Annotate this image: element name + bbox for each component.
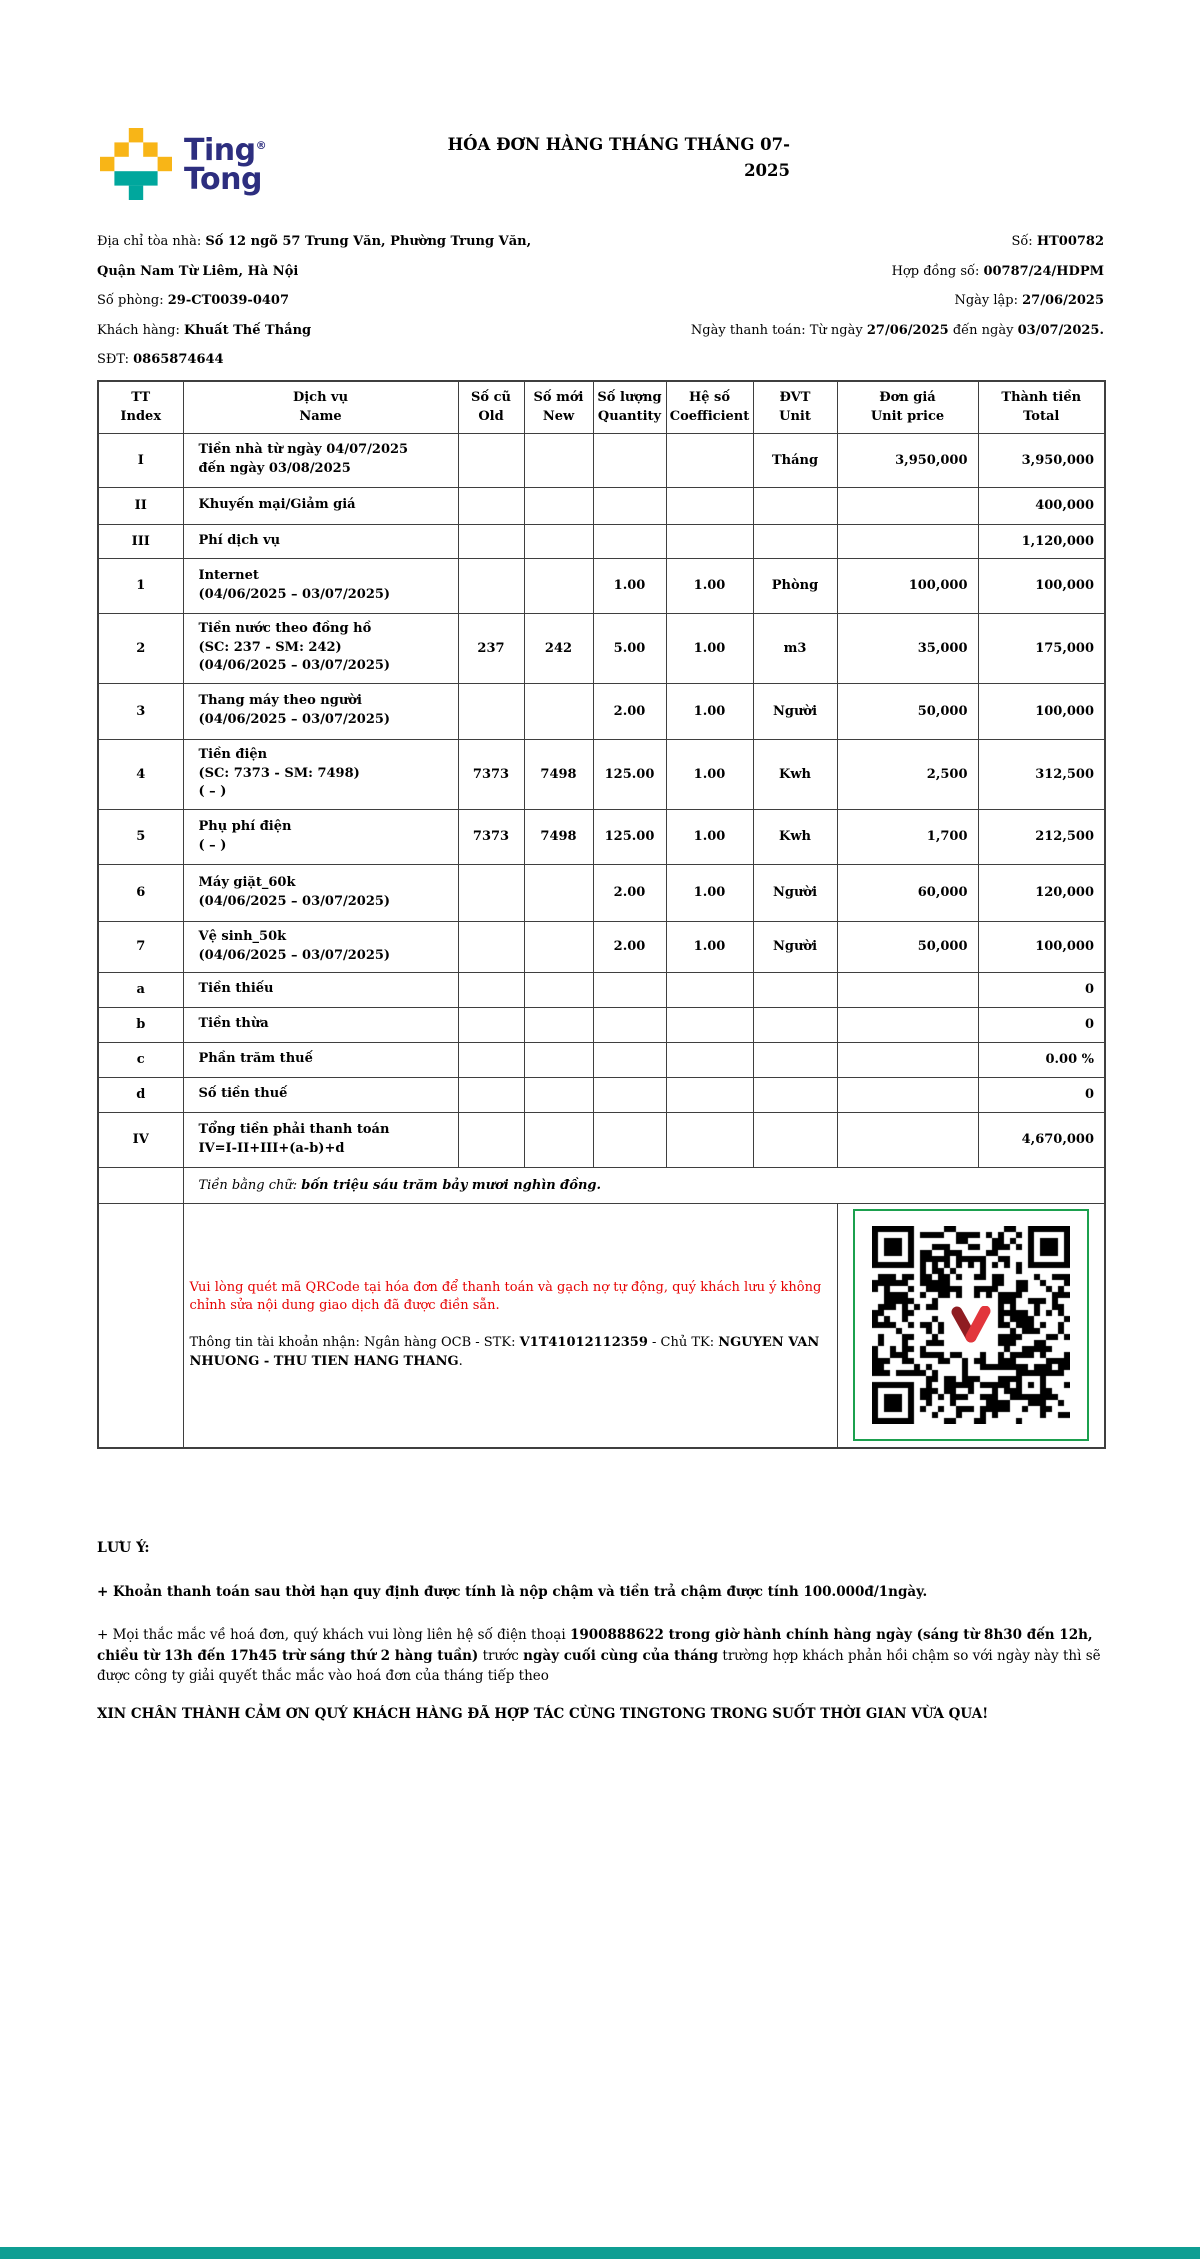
unit-cell bbox=[753, 524, 837, 558]
unit-cell bbox=[753, 1112, 837, 1167]
coefficient-cell: 1.00 bbox=[666, 739, 753, 809]
service-name-cell: Tiền thiếu bbox=[183, 972, 458, 1007]
note-item: + Khoản thanh toán sau thời hạn quy định được tính là nộp chậm và tiền trả chậm được tính 100.000đ/1ngày. bbox=[97, 1583, 928, 1600]
unit-cell: Người bbox=[753, 864, 837, 921]
table-row bbox=[98, 1077, 1105, 1112]
footer-bar bbox=[0, 2247, 1200, 2259]
new-reading-cell bbox=[524, 524, 593, 558]
total-cell: 100,000 bbox=[978, 921, 1105, 972]
row-index-cell: IV bbox=[98, 1112, 183, 1167]
info-line: Địa chỉ tòa nhà: Số 12 ngõ 57 Trung Văn, Phường Trung Văn, bbox=[97, 234, 532, 249]
note-item: + Mọi thắc mắc về hoá đơn, quý khách vui lòng liên hệ số điện thoại 1900888622 trong giờ hành chính hàng ngày (sáng từ 8h30 đến 12h, chiều từ 13h đến 17h45 trừ sáng thứ 2 hàng tuần) trước ngày cuối cùng của tháng trường hợp khách phản hồi chậm so với ngày này thì sẽ được công ty giải quyết thắc mắc vào hoá đơn của tháng tiếp theo bbox=[97, 1626, 1101, 1685]
table-row bbox=[98, 739, 1105, 809]
service-name-cell: Vệ sinh_50k (04/06/2025 – 03/07/2025) bbox=[183, 921, 458, 972]
coefficient-cell bbox=[666, 1042, 753, 1077]
info-line: SĐT: 0865874644 bbox=[97, 352, 224, 367]
row-index-cell: I bbox=[98, 433, 183, 487]
table-row bbox=[98, 524, 1105, 558]
old-reading-cell: 7373 bbox=[458, 809, 524, 864]
service-name-cell: Máy giặt_60k (04/06/2025 – 03/07/2025) bbox=[183, 864, 458, 921]
old-reading-cell bbox=[458, 1042, 524, 1077]
table-row bbox=[98, 613, 1105, 683]
qr-code-box bbox=[853, 1209, 1089, 1441]
total-cell: 0 bbox=[978, 1007, 1105, 1042]
service-name-cell: Khuyến mại/Giảm giá bbox=[183, 487, 458, 524]
quantity-cell: 2.00 bbox=[593, 683, 666, 739]
unit-cell: Phòng bbox=[753, 558, 837, 613]
row-index-cell: 1 bbox=[98, 558, 183, 613]
info-line: Số: HT00782 bbox=[1011, 234, 1104, 249]
unit-cell: m3 bbox=[753, 613, 837, 683]
row-index-cell: III bbox=[98, 524, 183, 558]
unit-price-cell: 100,000 bbox=[837, 558, 978, 613]
row-index-cell: 2 bbox=[98, 613, 183, 683]
vietqr-v-icon bbox=[945, 1299, 997, 1351]
quantity-cell bbox=[593, 1077, 666, 1112]
quantity-cell bbox=[593, 487, 666, 524]
new-reading-cell bbox=[524, 1007, 593, 1042]
table-row bbox=[98, 433, 1105, 487]
coefficient-cell bbox=[666, 487, 753, 524]
unit-price-cell: 2,500 bbox=[837, 739, 978, 809]
service-name-cell: Số tiền thuế bbox=[183, 1077, 458, 1112]
row-index-cell: 5 bbox=[98, 809, 183, 864]
old-reading-cell bbox=[458, 683, 524, 739]
info-line: Ngày thanh toán: Từ ngày 27/06/2025 đến ngày 03/07/2025. bbox=[690, 322, 1104, 338]
service-name-cell: Thang máy theo người (04/06/2025 – 03/07/2025) bbox=[183, 683, 458, 739]
quantity-cell bbox=[593, 433, 666, 487]
table-row bbox=[98, 1112, 1105, 1167]
coefficient-cell: 1.00 bbox=[666, 921, 753, 972]
unit-price-cell: 60,000 bbox=[837, 864, 978, 921]
coefficient-cell bbox=[666, 433, 753, 487]
service-name-cell: Tiền nhà từ ngày 04/07/2025 đến ngày 03/08/2025 bbox=[183, 433, 458, 487]
row-index-cell: 6 bbox=[98, 864, 183, 921]
quantity-cell bbox=[593, 1112, 666, 1167]
old-reading-cell bbox=[458, 524, 524, 558]
qr-code-cell bbox=[837, 1203, 1105, 1448]
new-reading-cell bbox=[524, 683, 593, 739]
old-reading-cell bbox=[458, 1112, 524, 1167]
total-cell: 400,000 bbox=[978, 487, 1105, 524]
total-cell: 175,000 bbox=[978, 613, 1105, 683]
qr-row bbox=[98, 1203, 1105, 1448]
column-header: Số mới New bbox=[524, 381, 593, 433]
old-reading-cell bbox=[458, 921, 524, 972]
quantity-cell bbox=[593, 1007, 666, 1042]
row-index-cell: 4 bbox=[98, 739, 183, 809]
notes-section bbox=[97, 1538, 1109, 1725]
service-name-cell: Phụ phí điện ( – ) bbox=[183, 809, 458, 864]
table-row bbox=[98, 972, 1105, 1007]
unit-cell: Người bbox=[753, 683, 837, 739]
info-line: Hợp đồng số: 00787/24/HDPM bbox=[891, 263, 1104, 279]
unit-cell: Kwh bbox=[753, 809, 837, 864]
table-row bbox=[98, 1007, 1105, 1042]
unit-cell bbox=[753, 1077, 837, 1112]
new-reading-cell bbox=[524, 864, 593, 921]
registered-mark: ® bbox=[255, 139, 267, 152]
unit-price-cell bbox=[837, 1112, 978, 1167]
table-row bbox=[98, 487, 1105, 524]
total-cell: 312,500 bbox=[978, 739, 1105, 809]
quantity-cell: 125.00 bbox=[593, 809, 666, 864]
account-info: Thông tin tài khoản nhận: Ngân hàng OCB - STK: V1T41012112359 - Chủ TK: NGUYEN VAN NHUONG - THU TIEN HANG THANG. bbox=[189, 1335, 820, 1370]
service-name-cell: Phí dịch vụ bbox=[183, 524, 458, 558]
total-cell: 0 bbox=[978, 1077, 1105, 1112]
new-reading-cell bbox=[524, 921, 593, 972]
new-reading-cell: 7498 bbox=[524, 809, 593, 864]
quantity-cell bbox=[593, 972, 666, 1007]
new-reading-cell bbox=[524, 433, 593, 487]
row-index-cell: 3 bbox=[98, 683, 183, 739]
column-header: Hệ số Coefficient bbox=[666, 381, 753, 433]
quantity-cell bbox=[593, 1042, 666, 1077]
table-header-row bbox=[98, 381, 1105, 433]
unit-cell bbox=[753, 1007, 837, 1042]
unit-price-cell bbox=[837, 972, 978, 1007]
unit-price-cell bbox=[837, 1042, 978, 1077]
service-name-cell: Phần trăm thuế bbox=[183, 1042, 458, 1077]
old-reading-cell bbox=[458, 487, 524, 524]
notes-items bbox=[97, 1582, 1109, 1726]
total-cell: 4,670,000 bbox=[978, 1112, 1105, 1167]
service-name-cell: Tiền điện (SC: 7373 - SM: 7498) ( – ) bbox=[183, 739, 458, 809]
old-reading-cell bbox=[458, 558, 524, 613]
column-header: Đơn giá Unit price bbox=[837, 381, 978, 433]
qr-instruction-red: Vui lòng quét mã QRCode tại hóa đơn để thanh toán và gạch nợ tự động, quý khách lưu ý không chỉnh sửa nội dung giao dịch đã được điền sẵn. bbox=[189, 1279, 822, 1314]
column-header: Dịch vụ Name bbox=[183, 381, 458, 433]
new-reading-cell bbox=[524, 487, 593, 524]
service-name-cell: Internet (04/06/2025 – 03/07/2025) bbox=[183, 558, 458, 613]
brand-name-line2: Tong bbox=[184, 162, 262, 198]
brand-logo bbox=[100, 128, 266, 200]
info-line: Khách hàng: Khuất Thế Thắng bbox=[97, 322, 312, 338]
tingtong-logo-icon bbox=[100, 128, 172, 200]
unit-cell bbox=[753, 972, 837, 1007]
invoice-title: HÓA ĐƠN HÀNG THÁNG THÁNG 07-2025 bbox=[447, 135, 790, 180]
unit-cell bbox=[753, 487, 837, 524]
old-reading-cell: 7373 bbox=[458, 739, 524, 809]
old-reading-cell bbox=[458, 1007, 524, 1042]
new-reading-cell: 7498 bbox=[524, 739, 593, 809]
total-cell: 0.00 % bbox=[978, 1042, 1105, 1077]
coefficient-cell: 1.00 bbox=[666, 864, 753, 921]
row-index-cell: II bbox=[98, 487, 183, 524]
total-cell: 1,120,000 bbox=[978, 524, 1105, 558]
unit-price-cell bbox=[837, 1007, 978, 1042]
new-reading-cell bbox=[524, 1112, 593, 1167]
quantity-cell: 125.00 bbox=[593, 739, 666, 809]
invoice-meta-info bbox=[424, 227, 1104, 345]
old-reading-cell bbox=[458, 433, 524, 487]
brand-name-line1: Ting bbox=[184, 133, 256, 168]
column-header: Thành tiền Total bbox=[978, 381, 1105, 433]
info-line: Quận Nam Từ Liêm, Hà Nội bbox=[97, 263, 299, 279]
total-cell: 120,000 bbox=[978, 864, 1105, 921]
table-row bbox=[98, 864, 1105, 921]
amount-in-words-row bbox=[98, 1167, 1105, 1203]
coefficient-cell bbox=[666, 1007, 753, 1042]
info-line: Số phòng: 29-CT0039-0407 bbox=[97, 293, 289, 308]
coefficient-cell bbox=[666, 972, 753, 1007]
unit-cell: Tháng bbox=[753, 433, 837, 487]
column-header: TT Index bbox=[98, 381, 183, 433]
unit-cell: Người bbox=[753, 921, 837, 972]
table-row bbox=[98, 558, 1105, 613]
notes-heading: LƯU Ý: bbox=[97, 1540, 150, 1556]
coefficient-cell bbox=[666, 1077, 753, 1112]
new-reading-cell bbox=[524, 558, 593, 613]
table-row bbox=[98, 809, 1105, 864]
unit-price-cell bbox=[837, 487, 978, 524]
payment-instructions bbox=[183, 1203, 837, 1448]
quantity-cell bbox=[593, 524, 666, 558]
coefficient-cell bbox=[666, 1112, 753, 1167]
unit-price-cell: 50,000 bbox=[837, 683, 978, 739]
unit-cell: Kwh bbox=[753, 739, 837, 809]
quantity-cell: 2.00 bbox=[593, 864, 666, 921]
note-item: XIN CHÂN THÀNH CẢM ƠN QUÝ KHÁCH HÀNG ĐÃ HỢP TÁC CÙNG TINGTONG TRONG SUỐT THỜI GIAN VỪA QUA! bbox=[97, 1706, 989, 1723]
row-index-cell: a bbox=[98, 972, 183, 1007]
new-reading-cell: 242 bbox=[524, 613, 593, 683]
column-header: Số lượng Quantity bbox=[593, 381, 666, 433]
new-reading-cell bbox=[524, 1042, 593, 1077]
brand-name bbox=[184, 133, 267, 198]
service-name-cell: Tiền thừa bbox=[183, 1007, 458, 1042]
row-index-cell: b bbox=[98, 1007, 183, 1042]
new-reading-cell bbox=[524, 1077, 593, 1112]
unit-cell bbox=[753, 1042, 837, 1077]
table-row bbox=[98, 683, 1105, 739]
old-reading-cell: 237 bbox=[458, 613, 524, 683]
unit-price-cell: 35,000 bbox=[837, 613, 978, 683]
row-index-cell: d bbox=[98, 1077, 183, 1112]
table-row bbox=[98, 1042, 1105, 1077]
total-cell: 100,000 bbox=[978, 558, 1105, 613]
unit-price-cell bbox=[837, 1077, 978, 1112]
service-name-cell: Tiền nước theo đồng hồ (SC: 237 - SM: 242) (04/06/2025 – 03/07/2025) bbox=[183, 613, 458, 683]
unit-price-cell: 1,700 bbox=[837, 809, 978, 864]
row-index-cell: c bbox=[98, 1042, 183, 1077]
column-header: ĐVT Unit bbox=[753, 381, 837, 433]
old-reading-cell bbox=[458, 972, 524, 1007]
total-cell: 212,500 bbox=[978, 809, 1105, 864]
amount-in-words: Tiền bằng chữ: bốn triệu sáu trăm bảy mươi nghìn đồng. bbox=[183, 1167, 1105, 1203]
coefficient-cell: 1.00 bbox=[666, 613, 753, 683]
new-reading-cell bbox=[524, 972, 593, 1007]
column-header: Số cũ Old bbox=[458, 381, 524, 433]
unit-price-cell: 50,000 bbox=[837, 921, 978, 972]
total-cell: 3,950,000 bbox=[978, 433, 1105, 487]
table-row bbox=[98, 921, 1105, 972]
service-name-cell: Tổng tiền phải thanh toán IV=I-II+III+(a-b)+d bbox=[183, 1112, 458, 1167]
unit-price-cell bbox=[837, 524, 978, 558]
quantity-cell: 2.00 bbox=[593, 921, 666, 972]
invoice-table bbox=[97, 380, 1106, 1449]
unit-price-cell: 3,950,000 bbox=[837, 433, 978, 487]
coefficient-cell: 1.00 bbox=[666, 809, 753, 864]
coefficient-cell: 1.00 bbox=[666, 683, 753, 739]
quantity-cell: 1.00 bbox=[593, 558, 666, 613]
row-index-cell: 7 bbox=[98, 921, 183, 972]
old-reading-cell bbox=[458, 1077, 524, 1112]
quantity-cell: 5.00 bbox=[593, 613, 666, 683]
old-reading-cell bbox=[458, 864, 524, 921]
total-cell: 0 bbox=[978, 972, 1105, 1007]
coefficient-cell: 1.00 bbox=[666, 558, 753, 613]
info-line: Ngày lập: 27/06/2025 bbox=[954, 293, 1104, 308]
coefficient-cell bbox=[666, 524, 753, 558]
total-cell: 100,000 bbox=[978, 683, 1105, 739]
